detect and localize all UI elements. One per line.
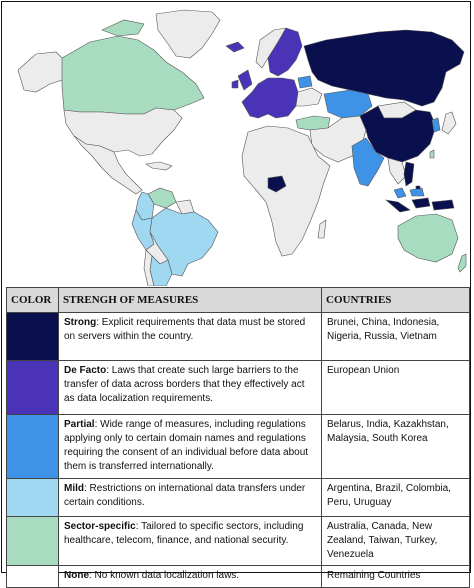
measure-level: Mild [64, 483, 84, 494]
legend-row-strong [7, 313, 470, 361]
color-swatch-none [7, 566, 59, 588]
legend-row-de-facto [7, 361, 470, 415]
measure-text: Explicit requirements that data must be stored on servers within the country. [64, 317, 306, 342]
region-brunei [416, 186, 420, 189]
figure-frame [1, 1, 471, 581]
country-list: Brunei, China, Indonesia, Nigeria, Russia, Vietnam [322, 313, 470, 361]
measure-level: Partial [64, 419, 95, 430]
legend-row-partial [7, 415, 470, 479]
measure-text: Wide range of measures, including regulations applying only to certain domain names and regulations requiring the consent of an individual before data about them is transferred internationally. [64, 419, 309, 472]
country-list: Remaining Countries [322, 566, 470, 588]
color-swatch-strong [7, 313, 59, 361]
legend-header-strength: STRENGH OF MEASURES [59, 288, 322, 313]
country-list: Australia, Canada, New Zealand, Taiwan, Turkey, Venezuela [322, 517, 470, 566]
region-belarus [298, 76, 312, 88]
measure-description: None: No known data localization laws. [59, 566, 322, 588]
measure-text: Tailored to specific sectors, including healthcare, telecom, finance, and national security. [64, 521, 304, 546]
measure-text: No known data localization laws. [91, 570, 240, 581]
measure-description: Mild: Restrictions on international data transfers under certain conditions. [59, 479, 322, 517]
country-list: Belarus, India, Kazakhstan, Malaysia, South Korea [322, 415, 470, 479]
measure-description: Partial: Wide range of measures, including regulations applying only to certain domain names and regulations requiring the consent of an individual before data about them is transferred internationally. [59, 415, 322, 479]
measure-level: None [64, 570, 89, 581]
legend-header-row [7, 288, 470, 313]
legend-row-sector-specific [7, 517, 470, 566]
color-swatch-partial [7, 415, 59, 479]
country-list: Argentina, Brazil, Colombia, Peru, Uruguay [322, 479, 470, 517]
measure-level: Sector-specific [64, 521, 136, 532]
color-swatch-sector-specific [7, 517, 59, 566]
measure-text: Restrictions on international data transfers under certain conditions. [64, 483, 306, 508]
legend-row-mild [7, 479, 470, 517]
measure-description: Strong: Explicit requirements that data must be stored on servers within the country. [59, 313, 322, 361]
measure-level: De Facto [64, 365, 107, 376]
measure-level: Strong [64, 317, 97, 328]
measure-text: Laws that create such large barriers to the transfer of data across borders that they effectively act as data localization requirements. [64, 365, 305, 404]
legend-header-countries: COUNTRIES [322, 288, 470, 313]
world-map [6, 6, 470, 286]
world-map-svg [6, 6, 470, 286]
legend-header-color: COLOR [7, 288, 59, 313]
color-swatch-mild [7, 479, 59, 517]
legend-table [6, 287, 470, 588]
country-list: European Union [322, 361, 470, 415]
measure-description: De Facto: Laws that create such large barriers to the transfer of data across borders that they effectively act as data localization requirements. [59, 361, 322, 415]
legend-row-none [7, 566, 470, 588]
color-swatch-de-facto [7, 361, 59, 415]
measure-description: Sector-specific: Tailored to specific sectors, including healthcare, telecom, finance, and national security. [59, 517, 322, 566]
